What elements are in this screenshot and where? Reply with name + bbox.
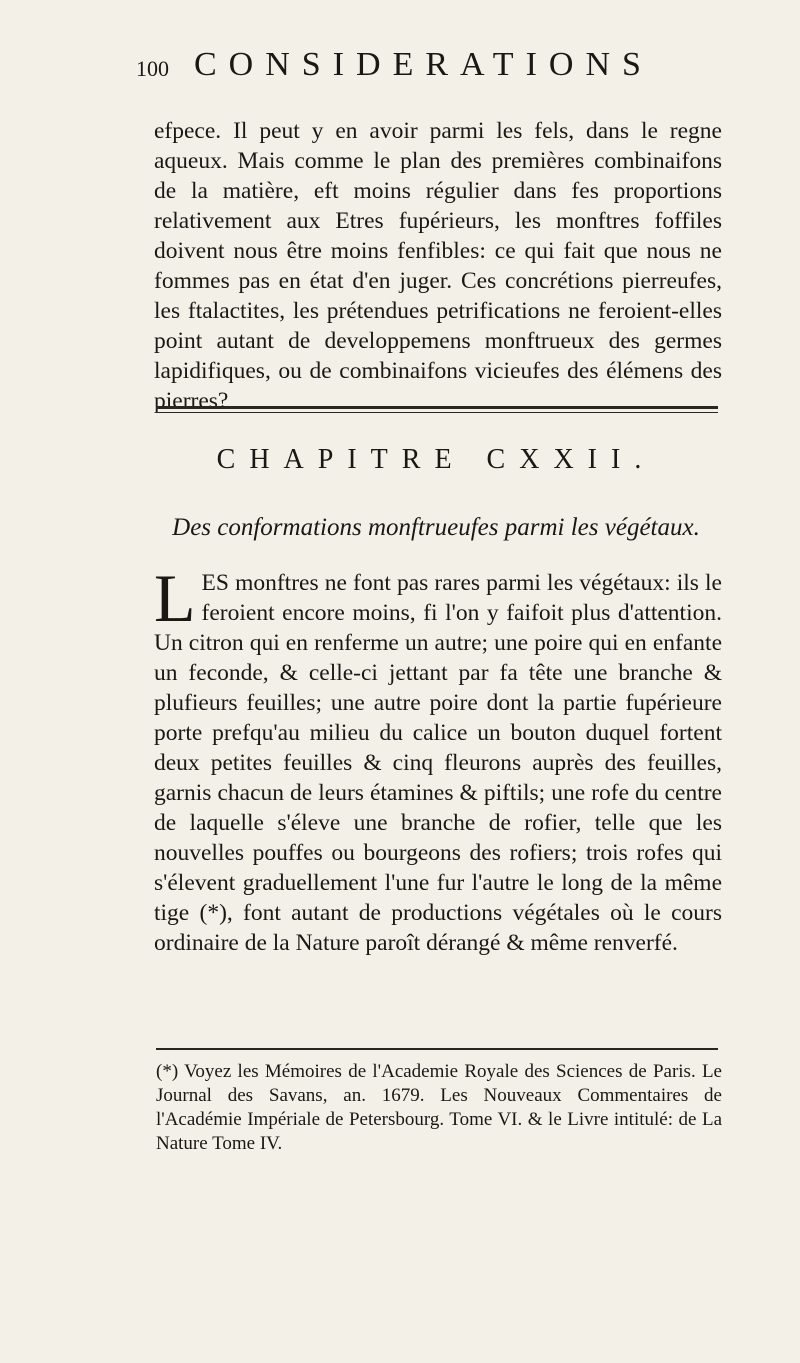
- chapter-subtitle: Des conformations monftrueufes parmi les végétaux.: [172, 514, 700, 541]
- running-head: CONSIDERATIONS: [194, 46, 653, 83]
- paragraph-continuation: efpece. Il peut y en avoir parmi les fels, dans le regne aqueux. Mais comme le plan des premières combinaifons de la matière, eft moins régulier dans fes proportions relativement aux Etres fupérieurs, les monftres foffiles doivent nous être moins fenfibles: ce qui fait que nous ne fommes pas en état d'en juger. Ces concrétions pierreufes, les ftalactites, les prétendues petrifications ne feroient-elles point autant de developpemens monftrueux des germes lapidifiques, ou de combinaifons vicieufes des élémens des pierres?: [154, 118, 722, 414]
- drop-cap: L: [154, 560, 196, 636]
- chapter-divider-rule: [156, 406, 718, 413]
- footnote-text: Voyez les Mémoires de l'Academie Royale des Sciences de Paris. Le Journal des Savans, an. 1679. Les Nouveaux Commentaires de l'Académie Impériale de Petersbourg. Tome VI. & le Livre intitulé: de La Nature Tome IV.: [156, 1061, 722, 1154]
- chapter-title: CHAPITRE CXXII.: [216, 444, 656, 475]
- footnote-marker: (*): [156, 1061, 179, 1082]
- page-header: [136, 46, 696, 90]
- page-number: 100: [136, 56, 169, 81]
- footnote-rule: [156, 1048, 718, 1050]
- footnote: [156, 1060, 722, 1156]
- chapter-paragraph-text: ES monftres ne font pas rares parmi les végétaux: ils le feroient encore moins, fi l'on y faifoit plus d'attention. Un citron qui en renferme un autre; une poire qui en enfante un feconde, & celle-ci jettant par fa tête une branche & plufieurs feuilles; une autre poire dont la partie fupérieure porte prefqu'au milieu du calice un bouton duquel fortent deux petites feuilles & cinq fleurons auprès des feuilles, garnis chacun de leurs étamines & piftils; une rofe du centre de laquelle s'éleve une branche de rofier, telle que les nouvelles pouffes ou bourgeons des rofiers; trois rofes qui s'élevent graduellement l'une fur l'autre le long de la même tige (*), font autant de productions végétales où le cours ordinaire de la Nature paroît dérangé & même renverfé.: [154, 570, 722, 956]
- chapter-paragraph: [154, 560, 722, 958]
